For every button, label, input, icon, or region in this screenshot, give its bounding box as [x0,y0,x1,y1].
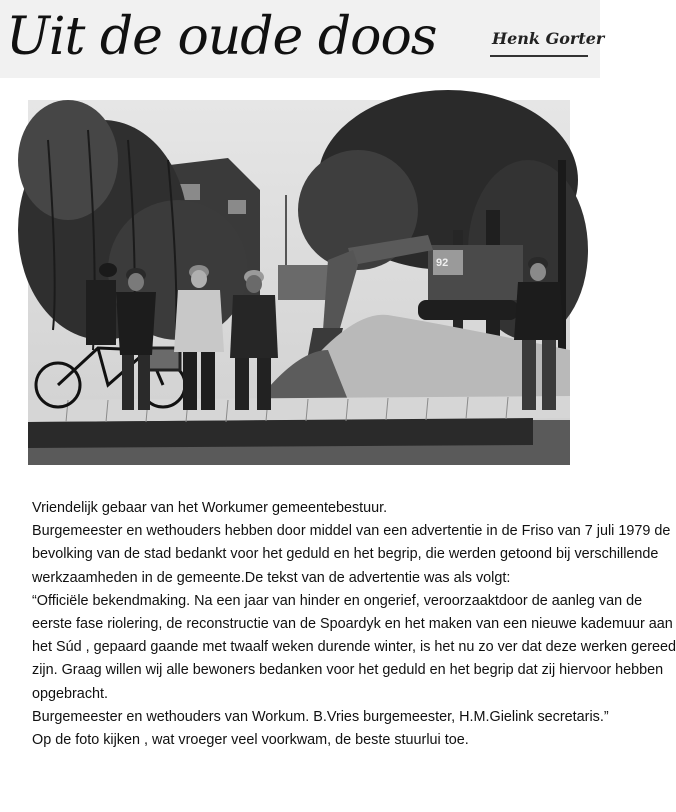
article-text [32,497,676,752]
page-header [0,0,605,78]
photo-bridge [28,396,570,448]
article-line: opgebracht. [32,685,109,702]
article-line: het Súd , gepaard gaande met twaalf weken durende winter, is het nu zo ver dat deze werken gereed [32,639,676,656]
article-line: zijn. Graag willen wij alle bewoners bedanken voor het geduld en het begrip dat zij hiervoor hebben [32,662,664,679]
article-line: eerste fase riolering, de reconstructie van de Spoardyk en het maken van een nieuwe kademuur aan [32,616,673,633]
author-name: Henk Gorter [492,29,605,48]
page-title: Uit de oude doos [6,7,437,67]
article-line: werkzaamheden in de gemeente.De tekst van de advertentie was als volgt: [32,569,511,586]
historical-photo [28,100,570,465]
article-line: bevolking van de stad bedankt voor het geduld en het begrip, die werden getoond bij verschillende [32,546,659,563]
author-underline [490,55,588,57]
article-line: Burgemeester en wethouders hebben door middel van een advertentie in de Friso van 7 juli 1979 de [32,523,671,540]
article-line: Vriendelijk gebaar van het Workumer gemeentebestuur. [32,500,388,516]
article-line: Op de foto kijken , wat vroeger veel voorkwam, de beste stuurlui toe. [32,732,469,749]
excavator-number: 92 [436,257,449,269]
article-line: Burgemeester en wethouders van Workum. B.Vries burgemeester, H.M.Gielink secretaris.” [32,708,609,725]
article-line: “Officiële bekendmaking. Na een jaar van hinder en ongerief, veroorzaaktdoor de aanleg van de [32,592,643,609]
